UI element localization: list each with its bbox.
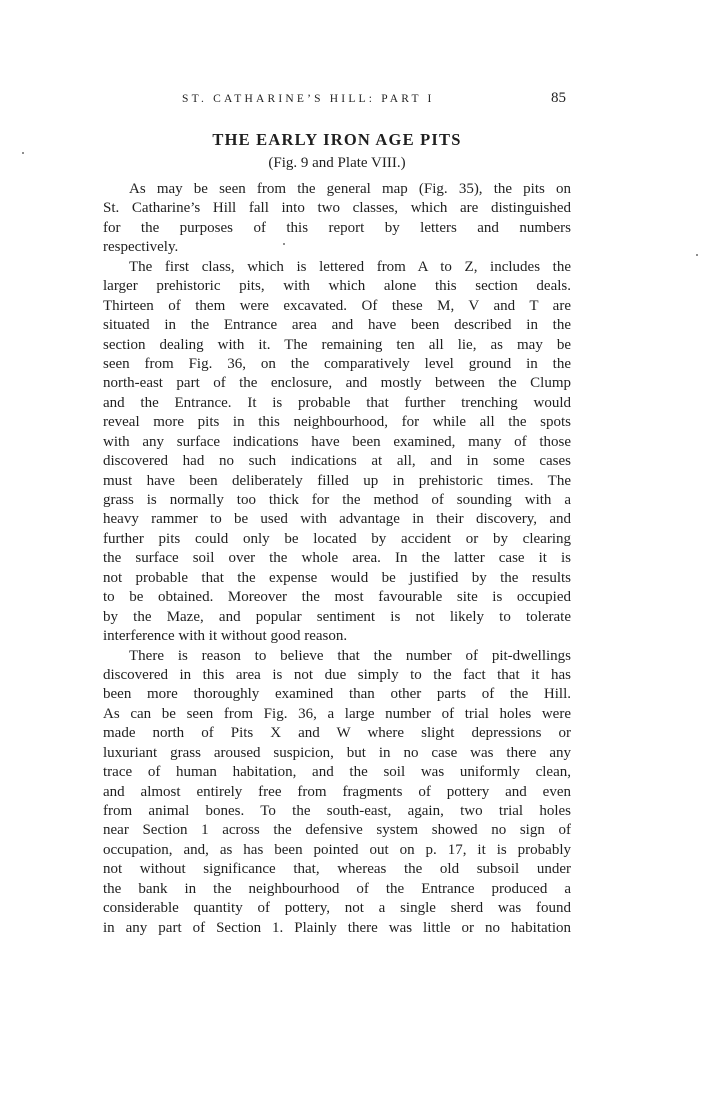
page-number: 85 (551, 90, 566, 106)
text-line: seen from Fig. 36, on the comparatively level ground in the (103, 355, 571, 372)
text-line: luxuriant grass aroused suspicion, but in no case was there any (103, 744, 571, 761)
section-title: THE EARLY IRON AGE PITS (212, 130, 462, 149)
text-line: and the Entrance. It is probable that further trenching would (103, 394, 571, 411)
text-line: grass is normally too thick for the method of sounding with a (103, 492, 571, 508)
text-line: heavy rammer to be used with advantage in their discovery, and (103, 511, 571, 528)
section-subtitle: (Fig. 9 and Plate VIII.) (268, 155, 406, 171)
text-line: the surface soil over the whole area. In the latter case it is (103, 550, 571, 567)
text-line: reveal more pits in this neighbourhood, for while all the spots (103, 414, 571, 431)
running-head: ST. CATHARINE’S HILL: PART I (182, 93, 435, 105)
text-line: section dealing with it. The remaining ten all lie, as may be (103, 336, 571, 353)
text-line: St. Catharine’s Hill fall into two classes, which are distinguished (103, 200, 571, 217)
text-line: to be obtained. Moreover the most favourable site is occupied (103, 589, 571, 606)
scan-speck (696, 254, 698, 256)
text-line: As may be seen from the general map (Fig. 35), the pits on (129, 181, 571, 197)
text-line: situated in the Entrance area and have been described in the (103, 317, 571, 334)
text-line: not probable that the expense would be justified by the results (103, 569, 571, 586)
text-line: near Section 1 across the defensive system showed no sign of (103, 822, 571, 839)
text-line: further pits could only be located by accident or by clearing (103, 530, 571, 547)
text-line: north-east part of the enclosure, and mostly between the Clump (103, 375, 571, 392)
text-line: in any part of Section 1. Plainly there was little or no habitation (103, 919, 571, 936)
text-line: interference with it without good reason. (103, 628, 348, 645)
scan-speck (283, 243, 285, 245)
text-line: respectively. (103, 239, 179, 256)
text-line: and almost entirely free from fragments of pottery and even (103, 783, 571, 800)
text-line: trace of human habitation, and the soil was uniformly clean, (103, 764, 571, 781)
text-line: the bank in the neighbourhood of the Entrance produced a (103, 880, 571, 897)
text-line: discovered had no such indications at all, and in some cases (103, 453, 571, 470)
text-line: considerable quantity of pottery, not a single sherd was found (103, 900, 571, 917)
text-line: As can be seen from Fig. 36, a large number of trial holes were (103, 705, 571, 722)
text-line: by the Maze, and popular sentiment is not likely to tolerate (103, 608, 571, 625)
text-line: not without significance that, whereas the old subsoil under (103, 861, 571, 878)
text-line: made north of Pits X and W where slight depressions or (103, 725, 571, 742)
text-line: occupation, and, as has been pointed out on p. 17, it is probably (103, 841, 571, 858)
text-line: must have been deliberately filled up in prehistoric times. The (103, 472, 571, 489)
scan-speck (22, 152, 24, 154)
text-line: for the purposes of this report by letters and numbers (103, 219, 571, 236)
text-line: discovered in this area is not due simply to the fact that it has (103, 666, 571, 683)
text-line: The first class, which is lettered from A to Z, includes the (129, 258, 571, 275)
text-line: Thirteen of them were excavated. Of these M, V and T are (103, 297, 571, 314)
text-line: with any surface indications have been examined, many of those (103, 433, 571, 450)
text-line: larger prehistoric pits, with which alone this section deals. (103, 278, 571, 295)
text-line: There is reason to believe that the number of pit-dwellings (129, 647, 571, 664)
text-line: from animal bones. To the south-east, again, two trial holes (103, 803, 571, 819)
text-line: been more thoroughly examined than other parts of the Hill. (103, 686, 571, 703)
body-text (103, 180, 571, 938)
